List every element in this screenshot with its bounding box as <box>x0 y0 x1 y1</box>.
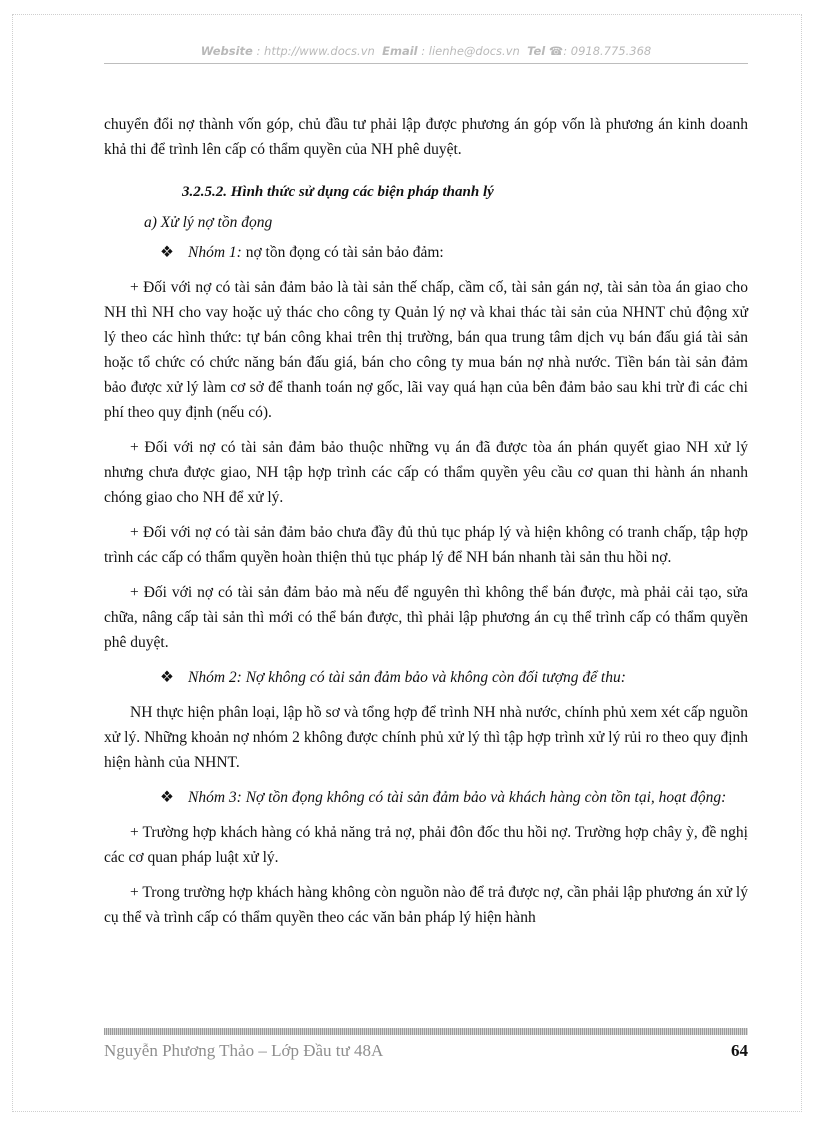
diamond-bullet-icon: ❖ <box>160 789 174 806</box>
page-header <box>104 44 748 58</box>
group1-bullet <box>160 240 748 265</box>
footer-author: Nguyễn Phương Thảo – Lớp Đầu tư 48A <box>104 1041 384 1060</box>
group1-paragraph-3: + Đối với nợ có tài sản đảm bảo chưa đầy đủ thủ tục pháp lý và hiện không có tranh chấp, tập hợp trình các cấp có thẩm quyền hoàn thiện thủ tục pháp lý để NH bán nhanh tài sản thu hồi nợ. <box>104 524 748 566</box>
email-value: : lienhe@docs.vn <box>421 44 520 58</box>
group1-label: Nhóm 1: <box>188 244 242 261</box>
group3-paragraph-1: + Trường hợp khách hàng có khả năng trả nợ, phải đôn đốc thu hồi nợ. Trường hợp chây ỳ, đề nghị các cơ quan pháp luật xử lý. <box>104 824 748 866</box>
header-rule <box>104 63 748 64</box>
group1-paragraph-1: + Đối với nợ có tài sản đảm bảo là tài sản thế chấp, cầm cố, tài sản gán nợ, tài sản tòa án giao cho NH thì NH cho vay hoặc uỷ thác cho công ty Quản lý nợ và khai thác tài sản của NHNT chủ động xử lý theo các hình thức: tự bán công khai trên thị trường, bán qua trung tâm dịch vụ bán đấu giá tài sản hoặc tổ chức có chức năng bán đấu giá, bán cho công ty mua bán nợ nhà nước. Tiền bán tài sản đảm bảo được xử lý làm cơ sở để thanh toán nợ gốc, lãi vay quá hạn của bên đảm bảo sau khi trừ đi các chi phí theo quy định (nếu có). <box>104 279 748 421</box>
group2-bullet <box>160 665 748 690</box>
email-label: Email <box>382 44 418 58</box>
telephone-icon: ☎ <box>548 44 564 58</box>
website-label: Website <box>200 44 253 58</box>
page-number: 64 <box>731 1041 748 1060</box>
group3-label: Nhóm 3: Nợ tồn đọng không có tài sản đảm bảo và khách hàng còn tồn tại, hoạt động: <box>188 789 727 806</box>
group1-paragraph-4: + Đối với nợ có tài sản đảm bảo mà nếu để nguyên thì không thể bán được, mà phải cải tạo, sửa chữa, nâng cấp tài sản thì mới có thể bán được, thì phải lập phương án cụ thể trình cấp có thẩm quyền phê duyệt. <box>104 584 748 651</box>
group2-label: Nhóm 2: Nợ không có tài sản đảm bảo và không còn đối tượng để thu: <box>188 669 626 686</box>
group1-paragraph-2: + Đối với nợ có tài sản đảm bảo thuộc những vụ án đã được tòa án phán quyết giao NH xử lý nhưng chưa được giao, NH tập hợp trình các cấp có thẩm quyền yêu cầu cơ quan thi hành án nhanh chóng giao cho NH để xử lý. <box>104 439 748 506</box>
tel-label: Tel <box>527 44 546 58</box>
diamond-bullet-icon: ❖ <box>160 669 174 686</box>
paragraph-intro: chuyển đổi nợ thành vốn góp, chủ đầu tư phải lập được phương án góp vốn là phương án kinh doanh khả thi để trình lên cấp có thẩm quyền của NH phê duyệt. <box>104 116 748 158</box>
diamond-bullet-icon: ❖ <box>160 244 174 261</box>
subsection-heading: a) Xử lý nợ tồn đọng <box>144 214 273 231</box>
footer-rule <box>104 1028 748 1035</box>
group3-bullet <box>160 785 748 810</box>
website-value: : http://www.docs.vn <box>256 44 375 58</box>
document-body <box>104 112 748 940</box>
group3-paragraph-2: + Trong trường hợp khách hàng không còn nguồn nào để trả được nợ, cần phải lập phương án xử lý cụ thể và trình cấp có thẩm quyền theo các văn bản pháp lý hiện hành <box>104 884 748 926</box>
tel-value: : 0918.775.368 <box>563 44 652 58</box>
group2-paragraph-1: NH thực hiện phân loại, lập hồ sơ và tổng hợp để trình NH nhà nước, chính phủ xem xét cấp nguồn xử lý. Những khoản nợ nhóm 2 không được chính phủ xử lý thì tập hợp trình xử lý rủi ro theo quy định hiện hành của NHNT. <box>104 704 748 771</box>
group1-text: nợ tồn đọng có tài sản bảo đảm: <box>241 244 444 261</box>
section-heading: 3.2.5.2. Hình thức sử dụng các biện pháp thanh lý <box>182 184 494 200</box>
